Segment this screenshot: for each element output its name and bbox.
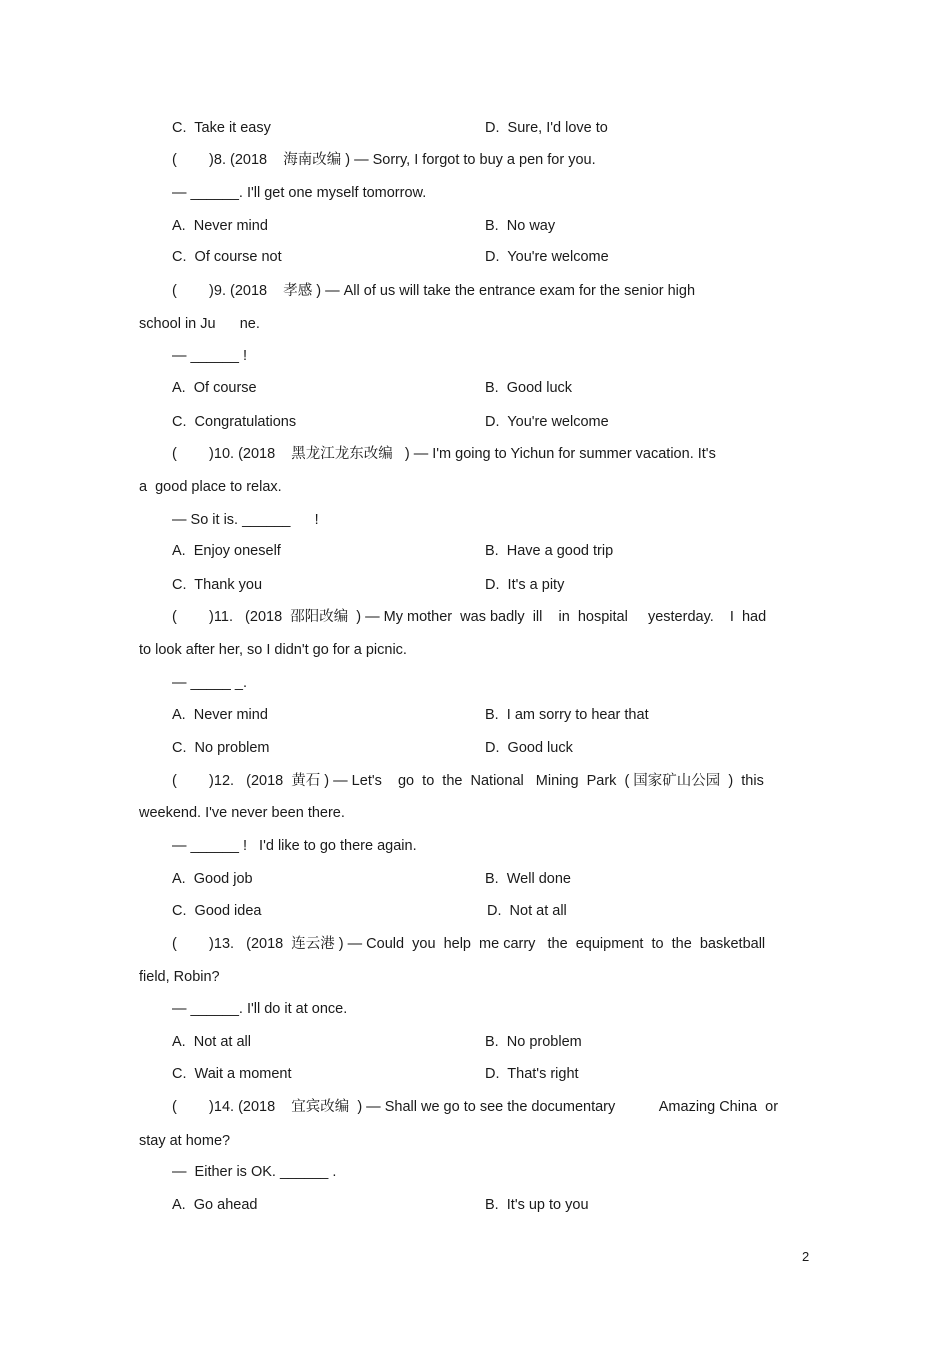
option-text: B. Well done bbox=[485, 871, 571, 887]
question-text: ( )11. (2018 邵阳改编 ) — My mother was badly ill in hospital yesterday. I had bbox=[172, 609, 767, 625]
question-text: a good place to relax. bbox=[139, 479, 282, 495]
question-text: school in Ju ne. bbox=[139, 316, 260, 332]
dialogue-text: — Either is OK. ______ . bbox=[172, 1164, 337, 1180]
question-text: ( )9. (2018 孝感 ) — All of us will take the entrance exam for the senior high bbox=[172, 283, 696, 299]
option-text: D. That's right bbox=[485, 1066, 579, 1082]
option-text: C. Take it easy bbox=[172, 120, 271, 136]
question-text: ( )8. (2018 海南改编 ) — Sorry, I forgot to buy a pen for you. bbox=[172, 152, 596, 168]
option-text: B. I am sorry to hear that bbox=[485, 707, 649, 723]
option-text: B. No problem bbox=[485, 1034, 582, 1050]
dialogue-text: — _____ _. bbox=[172, 675, 247, 691]
dialogue-text: — ______ ! I'd like to go there again. bbox=[172, 838, 417, 854]
option-text: A. Go ahead bbox=[172, 1197, 258, 1213]
option-text: B. No way bbox=[485, 218, 556, 234]
option-text: B. Good luck bbox=[485, 380, 573, 396]
option-text: C. Wait a moment bbox=[172, 1066, 292, 1082]
option-text: B. Have a good trip bbox=[485, 543, 614, 559]
question-text: field, Robin? bbox=[139, 969, 220, 985]
question-text: weekend. I've never been there. bbox=[139, 805, 345, 821]
option-text: D. It's a pity bbox=[485, 577, 565, 593]
option-text: C. Congratulations bbox=[172, 414, 297, 430]
option-text: A. Enjoy oneself bbox=[172, 543, 281, 559]
option-text: C. Thank you bbox=[172, 577, 263, 593]
page-number: 2 bbox=[802, 1249, 810, 1264]
dialogue-text: — ______. I'll get one myself tomorrow. bbox=[172, 185, 427, 201]
option-text: D. Good luck bbox=[485, 740, 573, 756]
option-text: C. No problem bbox=[172, 740, 270, 756]
dialogue-text: — So it is. ______ ! bbox=[172, 512, 319, 528]
option-text: A. Never mind bbox=[172, 218, 268, 234]
dialogue-text: — ______. I'll do it at once. bbox=[172, 1001, 348, 1017]
option-text: A. Good job bbox=[172, 871, 253, 887]
option-text: D. Sure, I'd love to bbox=[485, 120, 608, 136]
option-text: D. Not at all bbox=[487, 903, 567, 919]
option-text: C. Good idea bbox=[172, 903, 262, 919]
option-text: C. Of course not bbox=[172, 249, 282, 265]
question-text: to look after her, so I didn't go for a picnic. bbox=[139, 642, 407, 658]
question-text: ( )12. (2018 黄石 ) — Let's go to the National Mining Park ( 国家矿山公园 ) this bbox=[172, 773, 764, 789]
question-text: stay at home? bbox=[139, 1133, 231, 1149]
question-text: ( )13. (2018 连云港 ) — Could you help me carry the equipment to the basketball bbox=[172, 936, 766, 952]
option-text: D. You're welcome bbox=[485, 414, 609, 430]
option-text: A. Not at all bbox=[172, 1034, 251, 1050]
question-text: ( )10. (2018 黑龙江龙东改编 ) — I'm going to Yichun for summer vacation. It's bbox=[172, 446, 716, 462]
dialogue-text: — ______ ! bbox=[172, 348, 247, 364]
option-text: B. It's up to you bbox=[485, 1197, 589, 1213]
question-text: ( )14. (2018 宜宾改编 ) — Shall we go to see the documentary Amazing China or bbox=[172, 1099, 779, 1115]
option-text: A. Never mind bbox=[172, 707, 268, 723]
option-text: A. Of course bbox=[172, 380, 257, 396]
option-text: D. You're welcome bbox=[485, 249, 609, 265]
